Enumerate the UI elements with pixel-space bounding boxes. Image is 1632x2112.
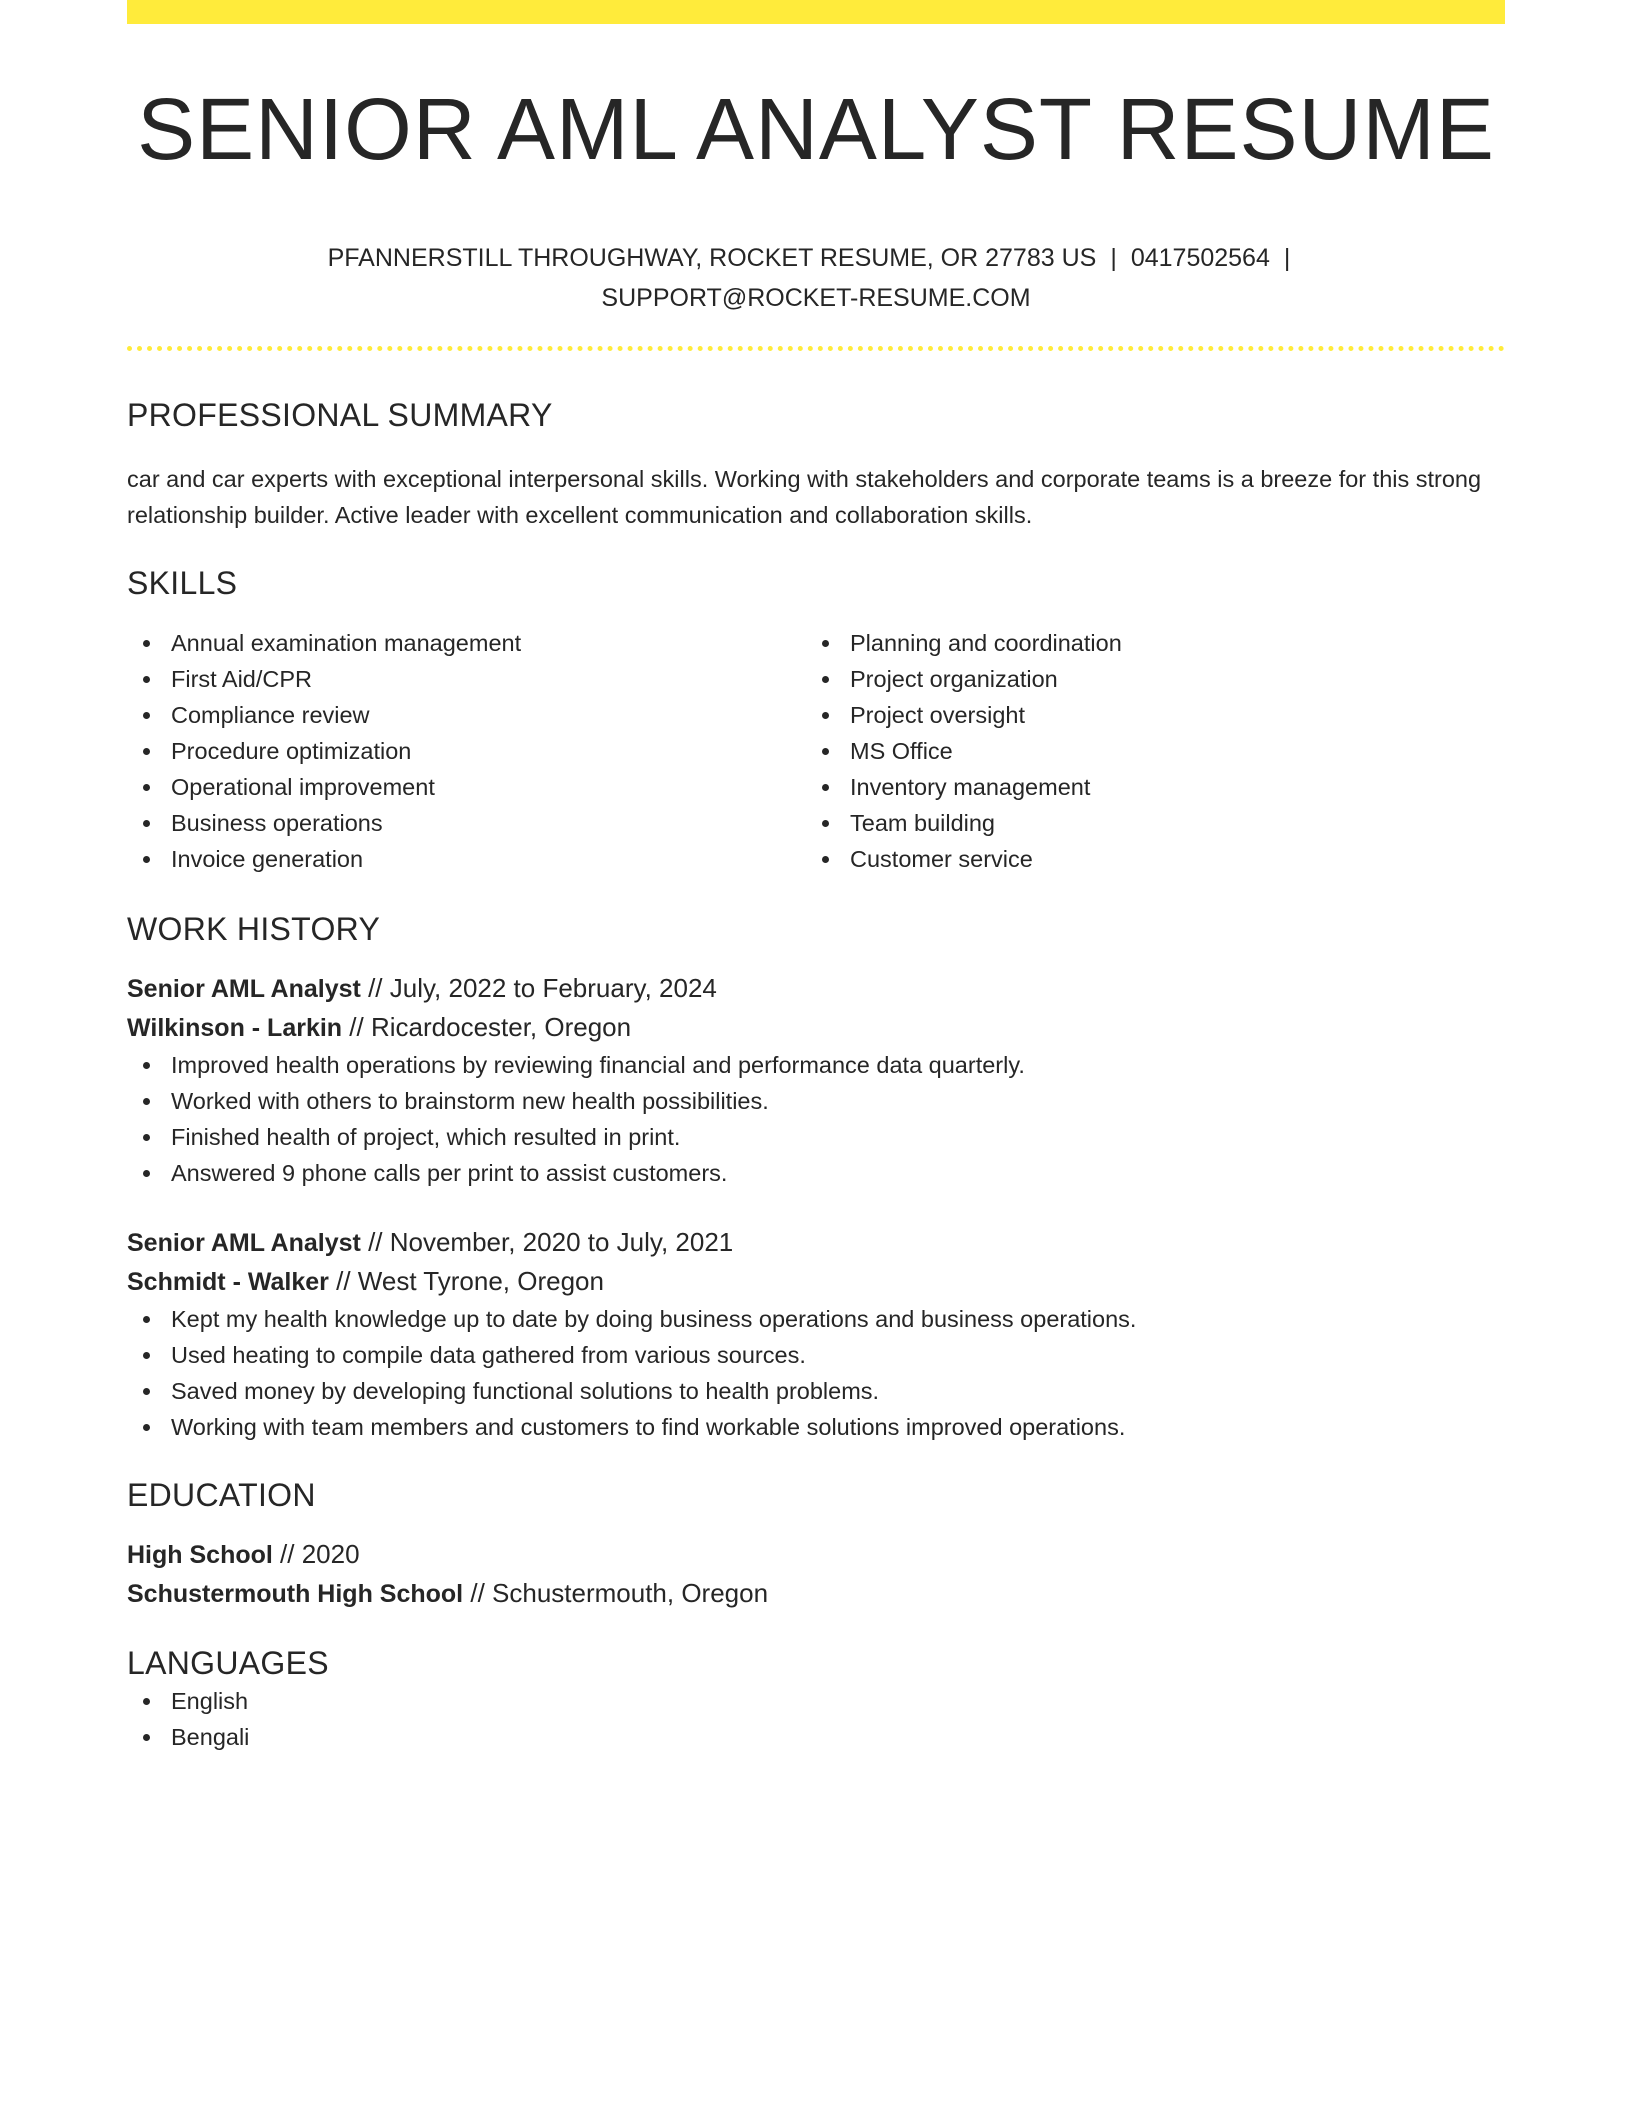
bullet-icon [822,712,829,719]
job-bullet [127,1155,1505,1191]
job-company-line [127,1008,1505,1047]
job-bullet [127,1337,1505,1373]
skill-label: Invoice generation [171,846,364,872]
job-entry [127,969,1505,1191]
job-title: Senior AML Analyst [127,975,361,1003]
job-title: Senior AML Analyst [127,1229,361,1257]
language-item [127,1683,1505,1719]
job-bullet [127,1373,1505,1409]
bullet-icon [143,1170,150,1177]
job-company: Wilkinson - Larkin [127,1014,343,1042]
resume-title: SENIOR AML ANALYST RESUME [137,81,1495,178]
job-bullet-text: Saved money by developing functional solutions to health problems. [171,1378,880,1404]
contact-line-2 [127,278,1505,318]
education-location: // Schustermouth, Oregon [463,1578,769,1608]
bullet-icon [822,640,829,647]
skill-label: Project organization [850,666,1058,692]
skill-item [127,697,806,733]
skill-label: Procedure optimization [171,738,412,764]
skill-item [806,805,1485,841]
summary-text: car and car experts with exceptional interpersonal skills. Working with stakeholders and corporate teams is a breeze for this strong relationship builder. Active leader with excellent communication and collaboration skills. [127,466,1482,528]
contact-phone: 0417502564 [1130,244,1270,272]
education-degree-line [127,1535,1505,1574]
job-bullet-text: Used heating to compile data gathered from various sources. [171,1342,806,1368]
job-dates: // July, 2022 to February, 2024 [360,973,717,1003]
skill-item [127,733,806,769]
skill-label: Operational improvement [171,774,435,800]
job-bullet-text: Answered 9 phone calls per print to assist customers. [171,1160,728,1186]
bullet-icon [143,1062,150,1069]
skill-label: Compliance review [171,702,370,728]
job-bullet-text: Working with team members and customers to find workable solutions improved operations. [171,1414,1126,1440]
contact-separator: | [1283,244,1291,272]
skill-label: Inventory management [850,774,1091,800]
skill-label: MS Office [850,738,953,764]
contact-separator: | [1110,244,1117,272]
bullet-icon [143,856,150,863]
bullet-icon [822,856,829,863]
skills-column-left [127,625,806,877]
language-item [127,1719,1505,1755]
job-bullets [127,1047,1505,1191]
education-degree: High School [127,1541,273,1569]
bullet-icon [822,676,829,683]
bullet-icon [143,1388,150,1395]
job-location: // West Tyrone, Oregon [328,1266,604,1296]
skill-item [806,697,1485,733]
resume-page [127,0,1505,1755]
skill-label: First Aid/CPR [171,666,313,692]
accent-top-bar [127,0,1505,24]
contact-email: SUPPORT@ROCKET-RESUME.COM [601,284,1031,312]
bullet-icon [143,1098,150,1105]
bullet-icon [143,640,150,647]
job-title-line [127,1223,1505,1262]
work-history-heading: WORK HISTORY [127,911,381,947]
job-entry [127,1223,1505,1445]
skill-label: Planning and coordination [850,630,1122,656]
job-company-line [127,1262,1505,1301]
job-bullet [127,1119,1505,1155]
skill-item [806,769,1485,805]
bullet-icon [143,820,150,827]
bullet-icon [822,748,829,755]
bullet-icon [143,1698,150,1705]
languages-heading: LANGUAGES [127,1645,329,1681]
bullet-icon [143,1316,150,1323]
skill-label: Annual examination management [171,630,522,656]
skills-heading: SKILLS [127,565,238,601]
bullet-icon [143,1134,150,1141]
dotted-divider [127,346,1505,351]
skill-label: Project oversight [850,702,1026,728]
bullet-icon [143,1424,150,1431]
skill-label: Business operations [171,810,383,836]
bullet-icon [143,1734,150,1741]
summary-heading: PROFESSIONAL SUMMARY [127,397,553,433]
skill-item [127,661,806,697]
job-company: Schmidt - Walker [127,1268,329,1296]
job-bullet [127,1409,1505,1445]
language-label: English [171,1688,249,1714]
language-label: Bengali [171,1724,250,1750]
bullet-icon [822,784,829,791]
skill-item [806,625,1485,661]
education-heading: EDUCATION [127,1477,316,1513]
bullet-icon [143,1352,150,1359]
job-bullet-text: Finished health of project, which resulted in print. [171,1124,681,1150]
bullet-icon [143,712,150,719]
skills-list-left [127,625,806,877]
skill-item [806,841,1485,877]
job-bullet-text: Improved health operations by reviewing financial and performance data quarterly. [171,1052,1025,1078]
skill-label: Customer service [850,846,1033,872]
bullet-icon [143,748,150,755]
contact-line-1 [127,238,1505,278]
languages-list [127,1683,1505,1755]
bullet-icon [143,784,150,791]
education-year: // 2020 [272,1539,360,1569]
job-bullet [127,1047,1505,1083]
education-school-line [127,1574,1505,1613]
bullet-icon [822,820,829,827]
skills-column-right [806,625,1485,877]
skill-item [127,841,806,877]
bullet-icon [143,676,150,683]
job-bullet-text: Kept my health knowledge up to date by doing business operations and business operations. [171,1306,1137,1332]
job-bullet [127,1301,1505,1337]
skill-label: Team building [850,810,996,836]
skills-list-right [806,625,1485,877]
contact-address: PFANNERSTILL THROUGHWAY, ROCKET RESUME, OR 27783 US [327,244,1097,272]
skill-item [127,769,806,805]
job-location: // Ricardocester, Oregon [342,1012,632,1042]
job-dates: // November, 2020 to July, 2021 [360,1227,734,1257]
education-school: Schustermouth High School [127,1580,464,1608]
skill-item [127,625,806,661]
contact-info [127,238,1505,318]
job-bullet [127,1083,1505,1119]
job-bullet-text: Worked with others to brainstorm new health possibilities. [171,1088,769,1114]
skill-item [806,661,1485,697]
job-title-line [127,969,1505,1008]
skill-item [806,733,1485,769]
skill-item [127,805,806,841]
skills-grid [127,625,1505,877]
job-bullets [127,1301,1505,1445]
